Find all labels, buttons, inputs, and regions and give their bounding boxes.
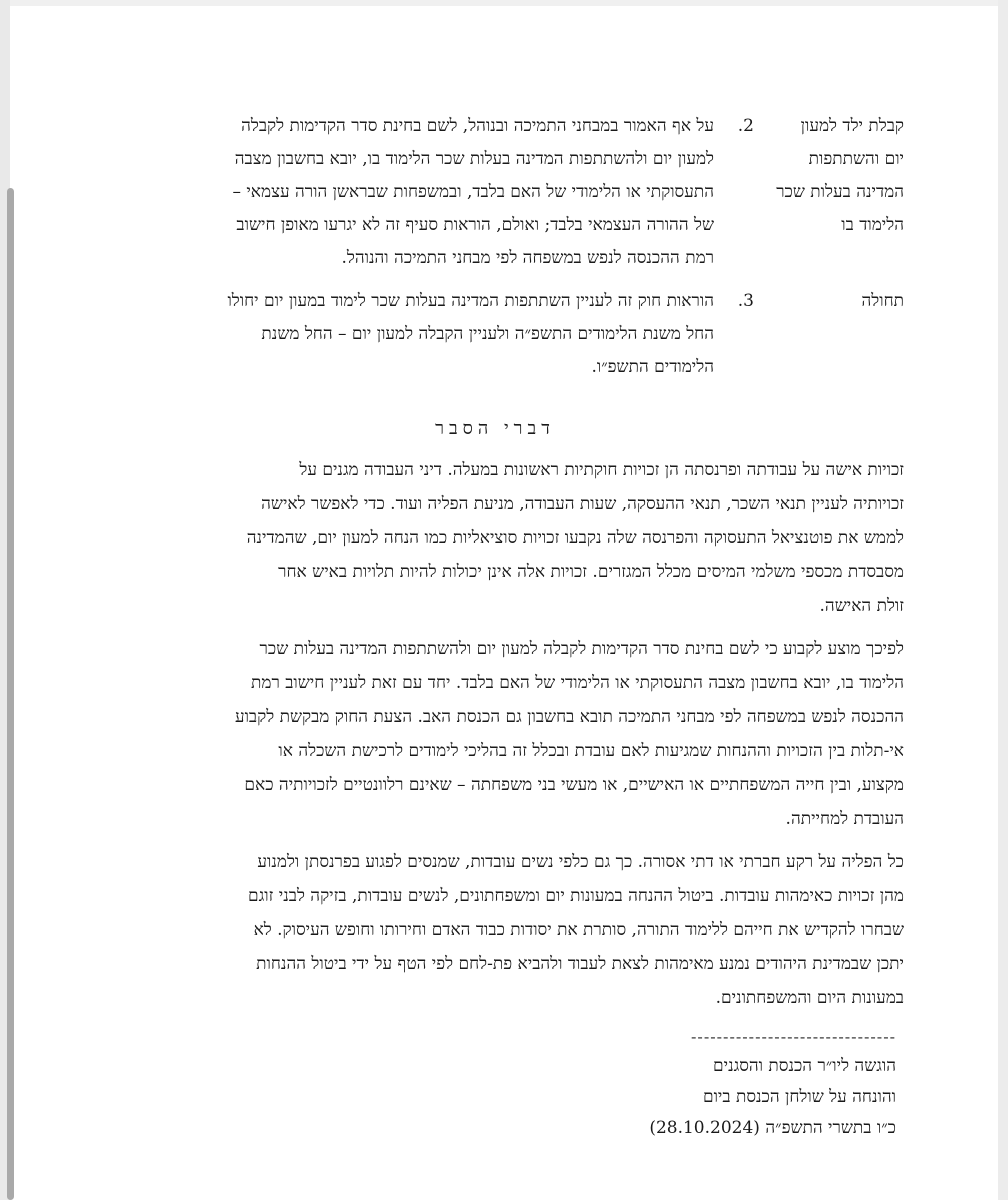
clause-text: על אף האמור במבחני התמיכה ובנוהל, לשם בחינת סדר הקדימות לקבלה למעון יום ולהשתתפות המדינה בעלות שכר הלימוד בו, יובא בחשבון מצבה התעסוקתי או הלימודי של האם בלבד, ובמשפחות שבראשן הורה עצמאי – של ההורה העצמאי בלבד; ואולם, הוראות סעיף זה לא יגרעו מאופן חישוב רמת ההכנסה לנפש במשפחה לפי מבחני התמיכה והנוהל. — [232, 116, 714, 268]
explanation-paragraph: זכויות אישה על עבודתה ופרנסתה הן זכויות חוקתיות ראשונות במעלה. דיני העבודה מגנים על זכויותיה לעניין תנאי השכר, תנאי ההעסקה, שעות העבודה, מניעת הפליה ועוד. כדי לאפשר לאישה לממש את פוטנציאל התעסוקה והפרנסה שלה נקבעו זכויות סוציאליות כמו הנחה למעון יום, שהמדינה מסבסדת מכספי משלמי המיסים מכלל המגזרים. זכויות אלה אינן יכולות להיות תלויות באיש אחר זולת האישה. — [246, 460, 904, 616]
clause-number: 3. — [737, 291, 754, 311]
explanation-paragraph: לפיכך מוצע לקבוע כי לשם בחינת סדר הקדימות לקבלה למעון יום ולהשתתפות המדינה בעלות שכר הלימוד בו, יובא בחשבון מצבה התעסוקתי או הלימודי של האם בלבד. יחד עם זאת לעניין חישוב רמת ההכנסה לנפש במשפחה לפי מבחני התמיכה תובא בחשבון גם הכנסת האב. הצעת החוק מבקשת לקבוע אי-תלות בין הזכויות וההנחות שמגיעות לאם עובדת ובכלל זה בהליכי לימודים לרכישת השכלה או מקצוע, ובין חייה המשפחתיים או האישיים, או מעשי בני משפחתה – שאינם רלוונטיים לזכויותיה כאם העובדת למחייתה. — [234, 639, 904, 829]
vertical-scrollbar[interactable] — [7, 188, 14, 1200]
explanation-heading: דברי הסבר — [435, 418, 555, 439]
window-top-edge — [0, 0, 1008, 6]
submission-text: הוגשה ליו״ר הכנסת והסגנים והונחה על שולחן הכנסת ביום כ״ו בתשרי התשפ״ה (28.10.2024) — [649, 1056, 896, 1138]
clause-3 — [86, 285, 904, 384]
document-page — [86, 110, 904, 1144]
clause-title: תחולה — [861, 291, 904, 311]
clause-2 — [86, 110, 904, 275]
clause-title: קבלת ילד למעון יום והשתתפות המדינה בעלות שכר הלימוד בו — [776, 116, 904, 235]
submission-block — [606, 1025, 896, 1144]
separator-line: -------------------------------- — [691, 1027, 896, 1046]
clause-text: הוראות חוק זה לעניין השתתפות המדינה בעלות שכר לימוד במעון יום יחולו החל משנת הלימודים התשפ״ה ולעניין הקבלה למעון יום – החל משנת הלימודים התשפ״ו. — [227, 291, 714, 377]
explanation-paragraph: כל הפליה על רקע חברתי או דתי אסורה. כך גם כלפי נשים עובדות, שמנסים לפגוע בפרנסתן ולמנוע מהן זכויות כאימהות עובדות. ביטול ההנחה במעונות יום ומשפחתונים, לנשים עובדות, בזיקה לבני זוגם שבחרו להקדיש את חייהם ללימוד התורה, סותרת את יסודות כבוד האדם וחירותו וחופש העיסוק. לא יתכן שבמדינת היהודים נמנע מאימהות לצאת לעבוד ולהביא פת-לחם לפי הטף על ידי ביטול ההנחות במעונות היום והמשפחתונים. — [248, 852, 904, 1008]
clause-number: 2. — [737, 116, 754, 136]
window-right-edge — [998, 0, 1008, 1200]
